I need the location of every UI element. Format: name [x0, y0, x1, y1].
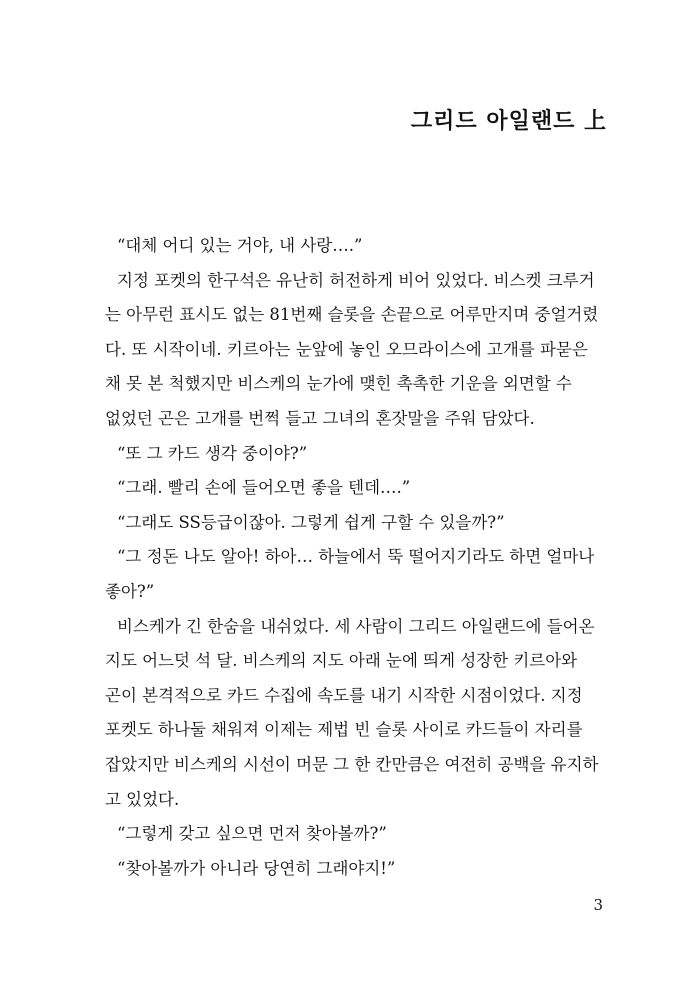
text-line: 지정 포켓의 한구석은 유난히 허전하게 비어 있었다. 비스켓 크루거 — [117, 270, 595, 290]
text-line: 포켓도 하나둘 채워져 이제는 제법 빈 슬롯 사이로 카드들이 자리를 — [105, 720, 583, 740]
text-line: “그 정돈 나도 알아! 하아… 하늘에서 뚝 떨어지기라도 하면 얼마나 — [117, 547, 595, 567]
text-line: 곤이 본격적으로 카드 수집에 속도를 내기 시작한 시점이었다. 지정 — [105, 685, 583, 705]
text-line: “대체 어디 있는 거야, 내 사랑….” — [117, 236, 363, 255]
body-text — [105, 229, 645, 886]
text-line: “그래. 빨리 손에 들어오면 좋을 텐데….” — [117, 478, 411, 498]
text-line: “또 그 카드 생각 중이야?” — [117, 443, 308, 463]
text-line: 는 아무런 표시도 없는 81번째 슬롯을 손끝으로 어루만지며 중얼거렸 — [105, 305, 599, 325]
chapter-title: 그리드 아일랜드 上 — [410, 108, 607, 134]
text-line: 좋아?” — [105, 581, 155, 601]
text-line: 비스케가 긴 한숨을 내쉬었다. 세 사람이 그리드 아일랜드에 들어온 — [117, 616, 595, 636]
text-line: 다. 또 시작이네. 키르아는 눈앞에 놓인 오므라이스에 고개를 파묻은 — [105, 339, 588, 359]
text-line: 고 있었다. — [105, 789, 180, 809]
text-line: 잡았지만 비스케의 시선이 머문 그 한 칸만큼은 여전히 공백을 유지하 — [105, 754, 599, 774]
page-number: 3 — [593, 896, 603, 914]
text-line: “그렇게 갖고 싶으면 먼저 찾아볼까?” — [117, 824, 387, 844]
text-line: 지도 어느덧 석 달. 비스케의 지도 아래 눈에 띄게 성장한 키르아와 — [105, 651, 578, 671]
text-line: 채 못 본 척했지만 비스케의 눈가에 맺힌 촉촉한 기운을 외면할 수 — [105, 374, 572, 394]
text-line: 없었던 곤은 고개를 번쩍 들고 그녀의 혼잣말을 주워 담았다. — [105, 408, 535, 428]
text-line: “찾아볼까가 아니라 당연히 그래야지!” — [117, 858, 396, 878]
text-line: “그래도 SS등급이잖아. 그렇게 쉽게 구할 수 있을까?” — [117, 512, 505, 532]
